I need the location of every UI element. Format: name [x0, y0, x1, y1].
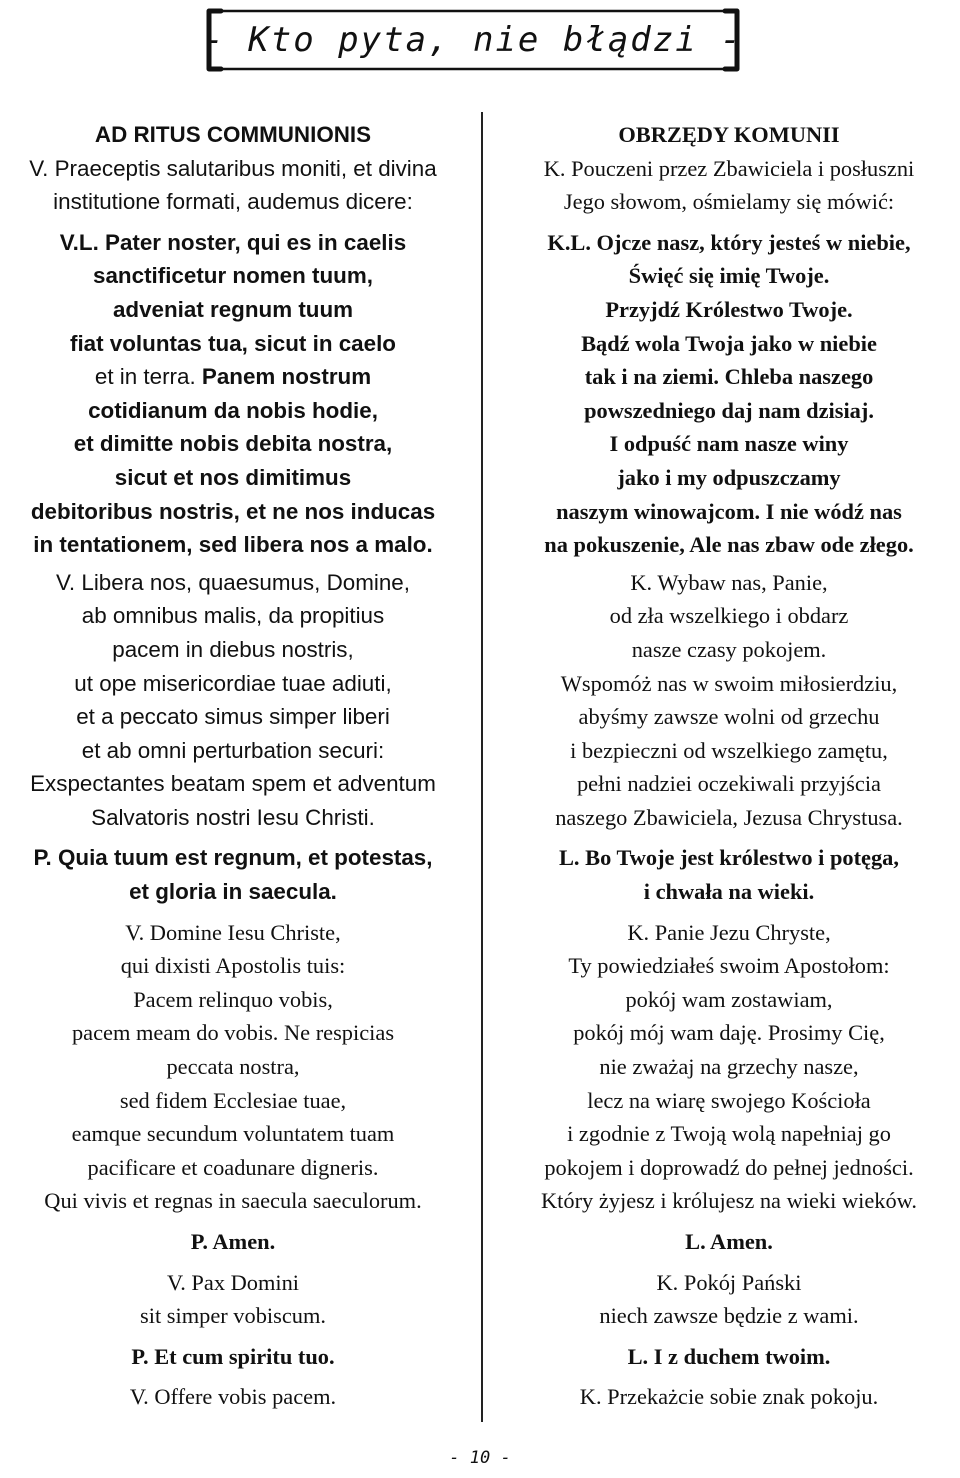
offere-pacem: V. Offere vobis pacem. [129, 1384, 337, 1410]
text-line: na pokuszenie, Ale nas zbaw ode złego. [544, 532, 914, 558]
text-line [0, 360, 466, 394]
text-line: Święć się imię Twoje. [628, 263, 830, 289]
libera-nos [0, 566, 466, 835]
text-line: abyśmy zawsze wolni od grzechu [578, 704, 880, 730]
text-line: jako i my odpuszczamy [617, 464, 841, 490]
text-line: i chwała na wieki. [643, 879, 815, 905]
text-line: V. Pax Domini [166, 1269, 300, 1295]
text-line: nasze czasy pokojem. [631, 636, 827, 662]
page-number: - 10 - [449, 1448, 511, 1468]
text-line: V. Domine Iesu Christe, [125, 919, 341, 945]
et-cum-spiritu: P. Et cum spiritu tuo. [131, 1343, 335, 1369]
text-line: L. Bo Twoje jest królestwo i potęga, [559, 845, 899, 871]
text-line: sanctificetur nomen tuum, [93, 263, 373, 289]
text-line: cotidianum da nobis hodie, [88, 397, 378, 423]
text-line: K. Panie Jezu Chryste, [627, 919, 831, 945]
text-line: Qui vivis et regnas in saecula saeculorum. [44, 1188, 422, 1214]
text-line: pełni nadziei oczekiwali przyjścia [576, 771, 881, 797]
text-line: sed fidem Ecclesiae tuae, [119, 1087, 347, 1113]
pater-noster [0, 226, 466, 562]
text-line: powszedniego daj nam dzisiaj. [584, 397, 874, 423]
text-fragment: Panem nostrum [195, 364, 372, 390]
text-line: adveniat regnum tuum [112, 296, 354, 322]
page-header-title: - Kto pyta, nie błądzi - [203, 20, 743, 60]
text-line: in tentationem, sed libera nos a malo. [33, 532, 433, 558]
text-line: lecz na wiarę swojego Kościoła [587, 1087, 871, 1113]
text-line: Wspomóż nas w swoim miłosierdziu, [560, 670, 898, 696]
wybaw-nas [498, 566, 960, 835]
text-fragment: Prosimy Cię, [762, 1020, 885, 1046]
text-line: Jego słowom, ośmielamy się mówić: [563, 189, 895, 215]
text-fragment: pokój mój wam daję. [573, 1020, 763, 1046]
quia-tuum [0, 841, 466, 908]
text-line: qui dixisti Apostolis tuis: [120, 953, 346, 979]
text-line: fiat voluntas tua, sicut in caelo [70, 330, 396, 356]
text-line: K. Pouczeni przez Zbawiciela i posłuszni [543, 155, 915, 181]
text-line: P. Quia tuum est regnum, et potestas, [33, 845, 433, 871]
bo-twoje-krolestwo [498, 841, 960, 908]
text-line [498, 1016, 960, 1050]
text-line: V. Praeceptis salutaribus moniti, et divina [29, 155, 437, 181]
column-divider [481, 112, 483, 1422]
text-line: et dimitte nobis debita nostra, [73, 431, 393, 457]
text-line: eamque secundum voluntatem tuam [71, 1121, 395, 1147]
text-line: Pacem relinquo vobis, [133, 986, 333, 1012]
text-line: nie zważaj na grzechy nasze, [599, 1054, 859, 1080]
latin-amen: P. Amen. [190, 1229, 276, 1254]
text-line [0, 1016, 466, 1050]
text-line: K. Pokój Pański [656, 1269, 802, 1295]
polish-amen: L. Amen. [685, 1229, 773, 1254]
polish-intro [498, 152, 960, 219]
text-line: et a peccato simus simper liberi [76, 704, 390, 730]
text-line: sit simper vobiscum. [140, 1303, 326, 1329]
text-fragment: tak i na ziemi. [584, 364, 720, 390]
ojcze-nasz [498, 226, 960, 562]
text-line: i zgodnie z Twoją wolą napełniaj go [567, 1121, 891, 1147]
text-line: Bądź wola Twoja jako w niebie [581, 330, 877, 356]
pokoj-panski [498, 1266, 960, 1333]
text-line: pokojem i doprowadź do pełnej jedności. [544, 1154, 914, 1180]
text-line: Exspectantes beatam spem et adventum [30, 771, 436, 797]
text-line [498, 360, 960, 394]
text-line: Salvatoris nostri Iesu Christi. [91, 804, 375, 830]
latin-column [0, 118, 466, 1414]
header-box [203, 5, 743, 75]
text-line: ut ope misericordiae tuae adiuti, [74, 670, 392, 696]
text-line: naszym winowajcom. I nie wódź nas [556, 498, 902, 524]
text-line: pacem in diebus nostris, [112, 636, 354, 662]
text-line: institutione formati, audemus dicere: [53, 189, 413, 215]
text-line: K. Wybaw nas, Panie, [630, 569, 828, 595]
text-line: I odpuść nam nasze winy [609, 431, 849, 457]
latin-intro [0, 152, 466, 219]
text-line: K.L. Ojcze nasz, który jesteś w niebie, [547, 229, 911, 255]
text-fragment: pacem meam do vobis. [71, 1020, 279, 1046]
text-line: sicut et nos dimitimus [114, 464, 352, 490]
przekazcie-pokoj: K. Przekażcie sobie znak pokoju. [579, 1384, 879, 1410]
text-line: pokój wam zostawiam, [625, 986, 833, 1012]
domine-iesu [0, 916, 466, 1218]
text-line: pacificare et coadunare digneris. [87, 1154, 379, 1180]
text-line: Przyjdź Królestwo Twoje. [605, 296, 853, 322]
text-line: od zła wszelkiego i obdarz [609, 603, 849, 629]
text-fragment: Chleba naszego [719, 364, 874, 390]
i-z-duchem: L. I z duchem twoim. [627, 1343, 831, 1369]
text-line: et gloria in saecula. [129, 879, 337, 905]
latin-heading: AD RITUS COMMUNIONIS [94, 122, 372, 147]
text-fragment: Ne respicias [278, 1020, 395, 1046]
text-fragment: et in terra. [94, 364, 196, 390]
text-line: niech zawsze będzie z wami. [599, 1303, 859, 1329]
panie-jezu [498, 916, 960, 1218]
text-line: et ab omni perturbation securi: [81, 737, 385, 763]
polish-heading: OBRZĘDY KOMUNII [618, 122, 840, 147]
polish-column [498, 118, 960, 1414]
text-line: V.L. Pater noster, qui es in caelis [59, 229, 407, 255]
text-line: ab omnibus malis, da propitius [81, 603, 385, 629]
pax-domini [0, 1266, 466, 1333]
text-line: peccata nostra, [166, 1054, 300, 1080]
text-line: Który żyjesz i królujesz na wieki wieków. [541, 1188, 917, 1214]
text-line: V. Libera nos, quaesumus, Domine, [56, 569, 410, 595]
text-line: naszego Zbawiciela, Jezusa Chrystusa. [555, 804, 903, 830]
text-line: i bezpieczni od wszelkiego zamętu, [570, 737, 888, 763]
text-line: Ty powiedziałeś swoim Apostołom: [568, 953, 890, 979]
text-line: debitoribus nostris, et ne nos inducas [30, 498, 436, 524]
